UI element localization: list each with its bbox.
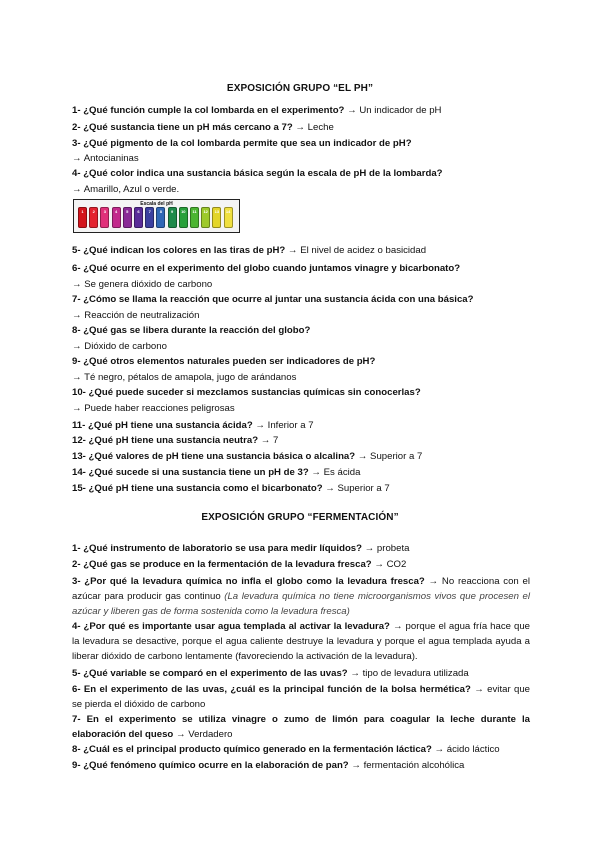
ph-color-bar	[112, 207, 121, 228]
section1-title: EXPOSICIÓN GRUPO “EL PH”	[226, 83, 374, 94]
ph-number: 4	[114, 209, 118, 214]
question-text: 13- ¿Qué valores de pH tiene una sustancia básica o alcalina?	[72, 451, 356, 462]
answer-text: → Leche	[292, 122, 334, 133]
qa-line	[72, 466, 532, 480]
ph-color-bar	[156, 207, 165, 228]
qa-line	[72, 293, 532, 307]
question-text: 2- ¿Qué gas se produce en la fermentación de la levadura fresca?	[72, 559, 372, 570]
answer-text: → Superior a 7	[322, 483, 390, 494]
question-text: 1- ¿Qué función cumple la col lombarda en el experimento?	[72, 105, 345, 116]
answer-5: 5- ¿Qué variable se comparó en el experimento de las uvas? → tipo de levadura utilizada	[72, 668, 469, 679]
ph-number: 13	[214, 209, 220, 214]
qa-line	[72, 386, 532, 400]
ph-number: 12	[203, 209, 208, 214]
ph-number: 11	[192, 209, 197, 214]
ph-number: 7	[148, 209, 151, 214]
question-text: 5- ¿Qué indican los colores en las tiras de pH?	[72, 245, 286, 256]
question-text: 15- ¿Qué pH tiene una sustancia como el bicarbonato?	[72, 483, 323, 494]
answer-text: → 7	[258, 435, 279, 446]
answer-3: 3- ¿Por qué la levadura química no infla el globo como la levadura fresca? → No reacciona con el azúcar para producir gas continuo (La levadura química no tiene microorganismos vivos que procesen el azúcar y liberen gas de forma sostenida como la levadura fresca)	[72, 576, 530, 617]
answer-4: 4- ¿Por qué es importante usar agua templada al activar la levadura? → porque el agua fría hace que la levadura se desactive, porque el agua caliente destruye la levadura y porque el agua templada ayuda a liberar dióxido de carbono lentamente (favoreciendo la activación de la levadura).	[72, 621, 530, 662]
answer-text: → Dióxido de carbono	[72, 341, 167, 352]
question-text: 8- ¿Qué gas se libera durante la reacción del globo?	[72, 325, 311, 336]
qa-line	[72, 121, 532, 135]
ph-number: 2	[92, 209, 95, 214]
section2-title: EXPOSICIÓN GRUPO “FERMENTACIÓN”	[201, 512, 399, 523]
ph-color-bar	[89, 207, 98, 228]
qa-line	[72, 340, 532, 354]
ph-color-bar	[168, 207, 177, 228]
ph-number: 10	[181, 209, 186, 214]
qa-line	[72, 183, 532, 197]
answer-text: → probeta	[362, 543, 410, 554]
qa-line	[72, 419, 532, 433]
qa-line	[72, 434, 532, 448]
qa-line	[72, 278, 532, 292]
ph-number: 1	[81, 209, 84, 214]
answer-7: 7- En el experimento se utiliza vinagre o zumo de limón para coagular la leche durante la elaboración del queso → Verdadero	[72, 714, 530, 740]
qa-line	[72, 482, 532, 496]
question-text: 12- ¿Qué pH tiene una sustancia neutra?	[72, 435, 259, 446]
question-text: 2- ¿Qué sustancia tiene un pH más cercano a 7?	[72, 122, 293, 133]
ph-scale-title: Escala del pH	[140, 201, 173, 207]
ph-color-bar	[145, 207, 154, 228]
qa-line	[72, 558, 532, 572]
ph-number: 3	[103, 209, 106, 214]
answer-6: 6- En el experimento de las uvas, ¿cuál es la principal función de la bolsa hermética? → evitar que se pierda el dióxido de carbono	[72, 684, 530, 710]
qa-line	[72, 371, 532, 385]
question-text: 14- ¿Qué sucede si una sustancia tiene un pH de 3?	[72, 467, 309, 478]
question-text: 11- ¿Qué pH tiene una sustancia ácida?	[72, 420, 253, 431]
qa-line	[72, 355, 532, 369]
ph-number: 8	[159, 209, 162, 214]
ph-color-bar	[179, 207, 188, 228]
qa-line	[72, 450, 532, 464]
qa-line	[72, 262, 532, 276]
answer-text: → Amarillo, Azul o verde.	[72, 184, 180, 195]
ph-number: 5	[126, 209, 129, 214]
answer-text: → Es ácida	[308, 467, 361, 478]
answer-text: → Antocianinas	[72, 153, 139, 164]
question-text: 1- ¿Qué instrumento de laboratorio se usa para medir líquidos?	[72, 543, 362, 554]
qa-line	[72, 104, 532, 118]
qa-line	[72, 152, 532, 166]
question-text: 9- ¿Qué otros elementos naturales pueden ser indicadores de pH?	[72, 356, 376, 367]
qa-line	[72, 309, 532, 323]
qa-line	[72, 137, 532, 151]
answer-text: → Reacción de neutralización	[72, 310, 200, 321]
ph-color-bar	[212, 207, 221, 228]
question-text: 3- ¿Qué pigmento de la col lombarda permite que sea un indicador de pH?	[72, 138, 412, 149]
question-text: 7- ¿Cómo se llama la reacción que ocurre al juntar una sustancia ácida con una básica?	[72, 294, 474, 305]
answer-8: 8- ¿Cuál es el principal producto químico generado en la fermentación láctica? → ácido láctico	[72, 744, 500, 755]
ph-color-bar	[78, 207, 87, 228]
ph-color-bar	[100, 207, 109, 228]
qa-line	[72, 167, 532, 181]
ph-color-bar	[134, 207, 143, 228]
answer-text: → Inferior a 7	[252, 420, 314, 431]
answer-text: → Puede haber reacciones peligrosas	[72, 403, 235, 414]
qa-line	[72, 244, 532, 258]
qa-line	[72, 542, 532, 556]
answer-text: → CO2	[371, 559, 407, 570]
answer-text: → Se genera dióxido de carbono	[72, 279, 213, 290]
ph-color-bar	[123, 207, 132, 228]
qa-line	[72, 324, 532, 338]
answer-text: → Té negro, pétalos de amapola, jugo de arándanos	[72, 372, 297, 383]
ph-scale-image	[73, 199, 240, 233]
answer-text: → El nivel de acidez o basicidad	[285, 245, 427, 256]
question-text: 4- ¿Qué color indica una sustancia básica según la escala de pH de la lombarda?	[72, 168, 443, 179]
qa-line	[72, 402, 532, 416]
question-text: 6- ¿Qué ocurre en el experimento del globo cuando juntamos vinagre y bicarbonato?	[72, 263, 461, 274]
ph-color-bar	[224, 207, 233, 228]
answer-text: → Un indicador de pH	[344, 105, 442, 116]
ph-number: 9	[170, 209, 174, 214]
answer-9: 9- ¿Qué fenómeno químico ocurre en la elaboración de pan? → fermentación alcohólica	[72, 760, 465, 771]
ph-color-bar	[190, 207, 199, 228]
ph-number: 14	[225, 209, 231, 214]
ph-number: 6	[137, 209, 140, 214]
ph-color-bar	[201, 207, 210, 228]
question-text: 10- ¿Qué puede suceder si mezclamos sustancias químicas sin conocerlas?	[72, 387, 421, 398]
answer-text: → Superior a 7	[355, 451, 423, 462]
